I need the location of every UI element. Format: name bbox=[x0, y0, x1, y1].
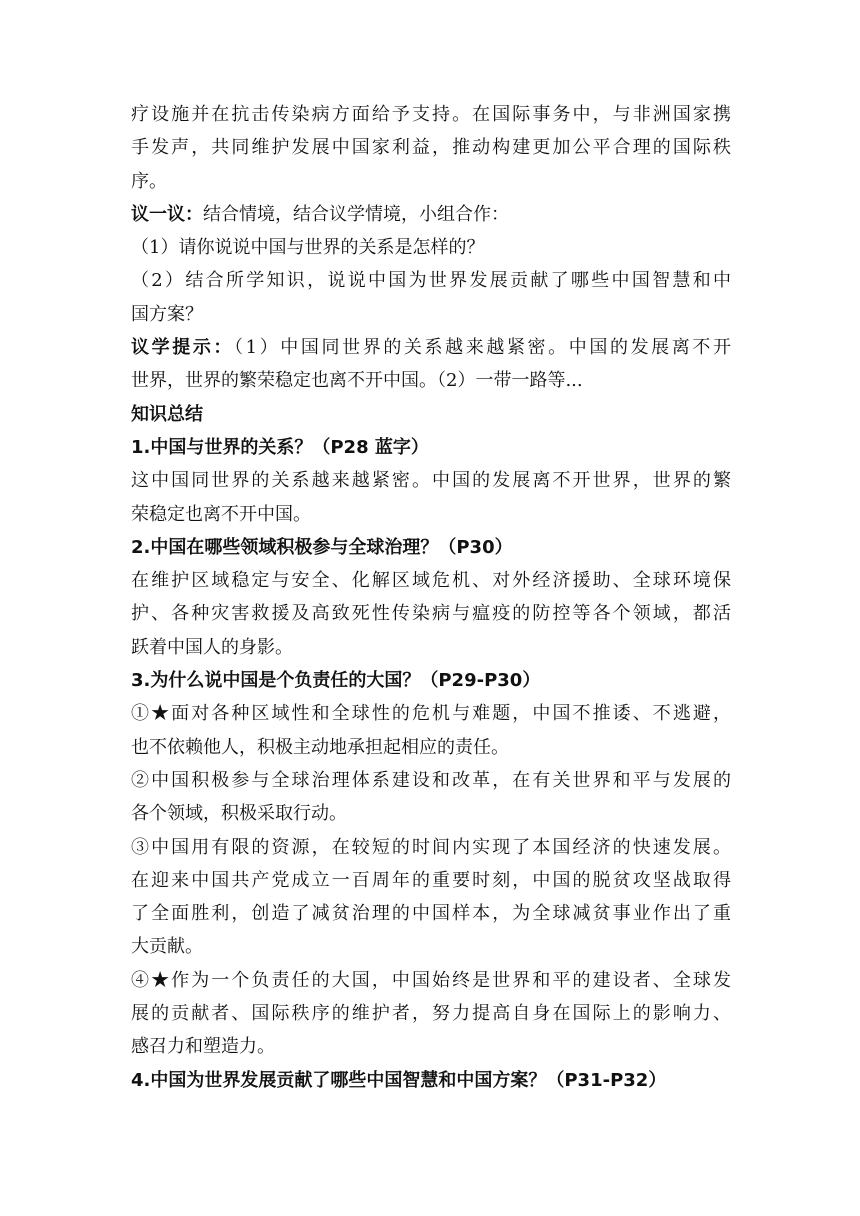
intro-line-3: 序。 bbox=[131, 170, 167, 192]
section-2-line-1: 在维护区域稳定与安全、化解区域危机、对外经济援助、全球环境保 bbox=[131, 570, 731, 592]
section-3-line-9: ④★作为一个负责任的大国，中国始终是世界和平的建设者、全球发 bbox=[131, 969, 731, 991]
hint-line-1 bbox=[131, 331, 731, 364]
section-3-line-6: 在迎来中国共产党成立一百周年的重要时刻，中国的脱贫攻坚战取得 bbox=[131, 869, 731, 891]
section-3-line-10: 展的贡献者、国际秩序的维护者，努力提高自身在国际上的影响力、 bbox=[131, 1003, 731, 1025]
section-3-line-7: 了全面胜利，创造了减贫治理的中国样本，为全球减贫事业作出了重 bbox=[131, 903, 731, 925]
section-1-heading: 1.中国与世界的关系？（P28 蓝字） bbox=[131, 436, 429, 458]
discussion-question-1: （1）请你说说中国与世界的关系是怎样的？ bbox=[131, 237, 485, 259]
hint-text-1: （1）中国同世界的关系越来越紧密。中国的发展离不开 bbox=[234, 337, 732, 359]
section-3-line-5: ③中国用有限的资源，在较短的时间内实现了本国经济的快速发展。 bbox=[131, 836, 731, 858]
section-3-line-1: ①★面对各种区域性和全球性的危机与难题，中国不推诿、不逃避， bbox=[131, 703, 731, 725]
section-3-line-3: ②中国积极参与全球治理体系建设和改革，在有关世界和平与发展的 bbox=[131, 769, 731, 791]
intro-line-2: 手发声，共同维护发展中国家利益，推动构建更加公平合理的国际秩 bbox=[131, 137, 731, 159]
discussion-prompt bbox=[131, 198, 731, 231]
hint-label: 议学提示： bbox=[131, 337, 235, 359]
hint-line-2: 世界，世界的繁荣稳定也离不开中国。（2）一带一路等... bbox=[131, 370, 583, 392]
section-1-line-2: 荣稳定也离不开中国。 bbox=[131, 503, 311, 525]
document-page bbox=[131, 98, 731, 1097]
section-4-heading: 4.中国为世界发展贡献了哪些中国智慧和中国方案？（P31-P32） bbox=[131, 1069, 667, 1091]
intro-line-1: 疗设施并在抗击传染病方面给予支持。在国际事务中，与非洲国家携 bbox=[131, 104, 731, 125]
section-3-line-11: 感召力和塑造力。 bbox=[131, 1036, 275, 1058]
section-1-line-1: 这中国同世界的关系越来越紧密。中国的发展离不开世界，世界的繁 bbox=[131, 470, 731, 492]
section-3-line-8: 大贡献。 bbox=[131, 936, 203, 958]
section-3-line-2: 也不依赖他人，积极主动地承担起相应的责任。 bbox=[131, 736, 509, 758]
section-3-line-4: 各个领域，积极采取行动。 bbox=[131, 803, 347, 825]
section-3-heading: 3.为什么说中国是个负责任的大国？（P29-P30） bbox=[131, 670, 541, 692]
section-2-line-3: 跃着中国人的身影。 bbox=[131, 636, 293, 658]
discussion-question-2-line-2: 国方案？ bbox=[131, 303, 203, 325]
section-2-line-2: 护、各种灾害救援及高致死性传染病与瘟疫的防控等各个领域，都活 bbox=[131, 603, 731, 625]
discussion-label: 议一议： bbox=[131, 203, 203, 225]
section-2-heading: 2.中国在哪些领域积极参与全球治理？（P30） bbox=[131, 536, 513, 558]
discussion-text: 结合情境，结合议学情境，小组合作： bbox=[203, 203, 509, 225]
discussion-question-2-line-1: （2）结合所学知识，说说中国为世界发展贡献了哪些中国智慧和中 bbox=[131, 270, 731, 292]
summary-title: 知识总结 bbox=[131, 403, 203, 425]
